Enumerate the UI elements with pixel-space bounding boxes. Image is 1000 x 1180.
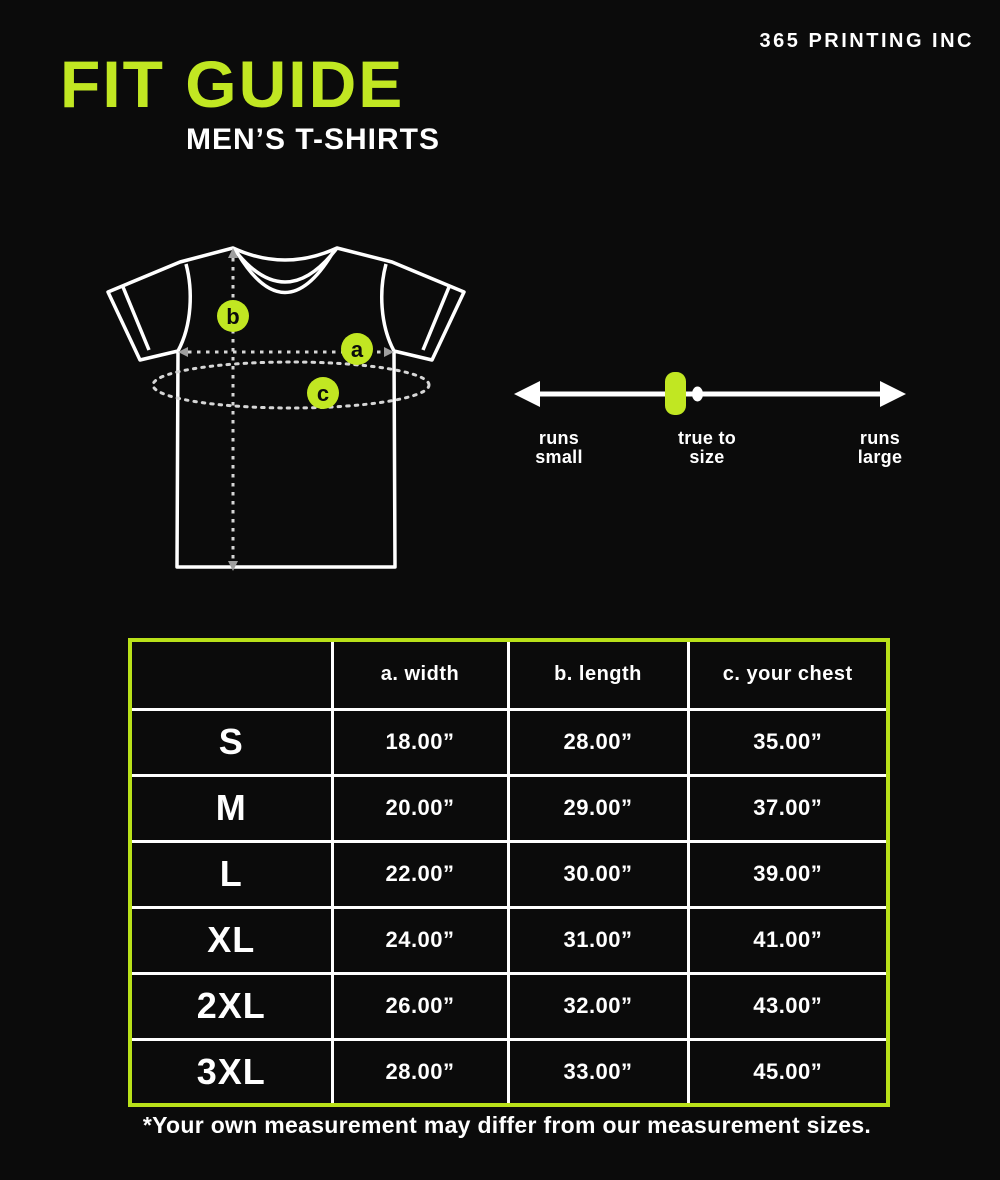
scale-tick-dot	[692, 387, 703, 402]
length-cell: 32.00”	[508, 973, 688, 1039]
size-table	[128, 638, 890, 1107]
length-cell: 28.00”	[508, 709, 688, 775]
marker-c-label: c	[316, 381, 330, 406]
page-title: FIT GUIDE	[60, 47, 405, 121]
scale-label-runs-large	[820, 429, 940, 467]
size-cell: L	[130, 841, 332, 907]
length-cell: 29.00”	[508, 775, 688, 841]
width-cell: 24.00”	[332, 907, 508, 973]
chest-cell: 45.00”	[688, 1039, 888, 1105]
scale-label-true-to-size	[647, 429, 767, 467]
size-table-header-row	[130, 640, 888, 709]
size-cell: M	[130, 775, 332, 841]
marker-a-label: a	[350, 337, 364, 362]
width-cell: 28.00”	[332, 1039, 508, 1105]
chest-cell: 37.00”	[688, 775, 888, 841]
scale-label-line: runs	[859, 428, 901, 448]
page-subtitle: MEN’S T-SHIRTS	[185, 123, 440, 157]
scale-arrow-right	[880, 381, 906, 407]
scale-label-line: large	[857, 447, 903, 467]
size-cell: 2XL	[130, 973, 332, 1039]
width-cell: 22.00”	[332, 841, 508, 907]
table-row	[130, 841, 888, 907]
table-row	[130, 1039, 888, 1105]
table-row	[130, 775, 888, 841]
measurement-disclaimer: *Your own measurement may differ from our measurement sizes.	[142, 1112, 872, 1138]
tshirt-measurement-diagram	[80, 220, 500, 600]
width-cell: 18.00”	[332, 709, 508, 775]
size-cell: XL	[130, 907, 332, 973]
width-cell: 20.00”	[332, 775, 508, 841]
size-cell: 3XL	[130, 1039, 332, 1105]
title-block	[60, 47, 440, 157]
header-length: b. length	[508, 640, 688, 709]
length-cell: 30.00”	[508, 841, 688, 907]
scale-label-line: small	[535, 447, 583, 467]
chest-cell: 41.00”	[688, 907, 888, 973]
chest-cell: 35.00”	[688, 709, 888, 775]
header-width: a. width	[332, 640, 508, 709]
table-row	[130, 907, 888, 973]
fit-scale-slider	[500, 350, 920, 420]
table-row	[130, 709, 888, 775]
chest-cell: 39.00”	[688, 841, 888, 907]
scale-arrow-left	[514, 381, 540, 407]
marker-b-label: b	[226, 304, 240, 329]
scale-marker-pill	[665, 372, 686, 415]
table-row	[130, 973, 888, 1039]
chest-cell: 43.00”	[688, 973, 888, 1039]
scale-label-line: size	[689, 447, 725, 467]
scale-label-runs-small	[499, 429, 619, 467]
header-chest: c. your chest	[688, 640, 888, 709]
width-cell: 26.00”	[332, 973, 508, 1039]
header-size	[130, 640, 332, 709]
length-cell: 31.00”	[508, 907, 688, 973]
brand-name: 365 PRINTING INC	[759, 30, 974, 52]
scale-label-line: runs	[538, 428, 580, 448]
scale-label-line: true to	[677, 428, 737, 448]
size-cell: S	[130, 709, 332, 775]
length-cell: 33.00”	[508, 1039, 688, 1105]
